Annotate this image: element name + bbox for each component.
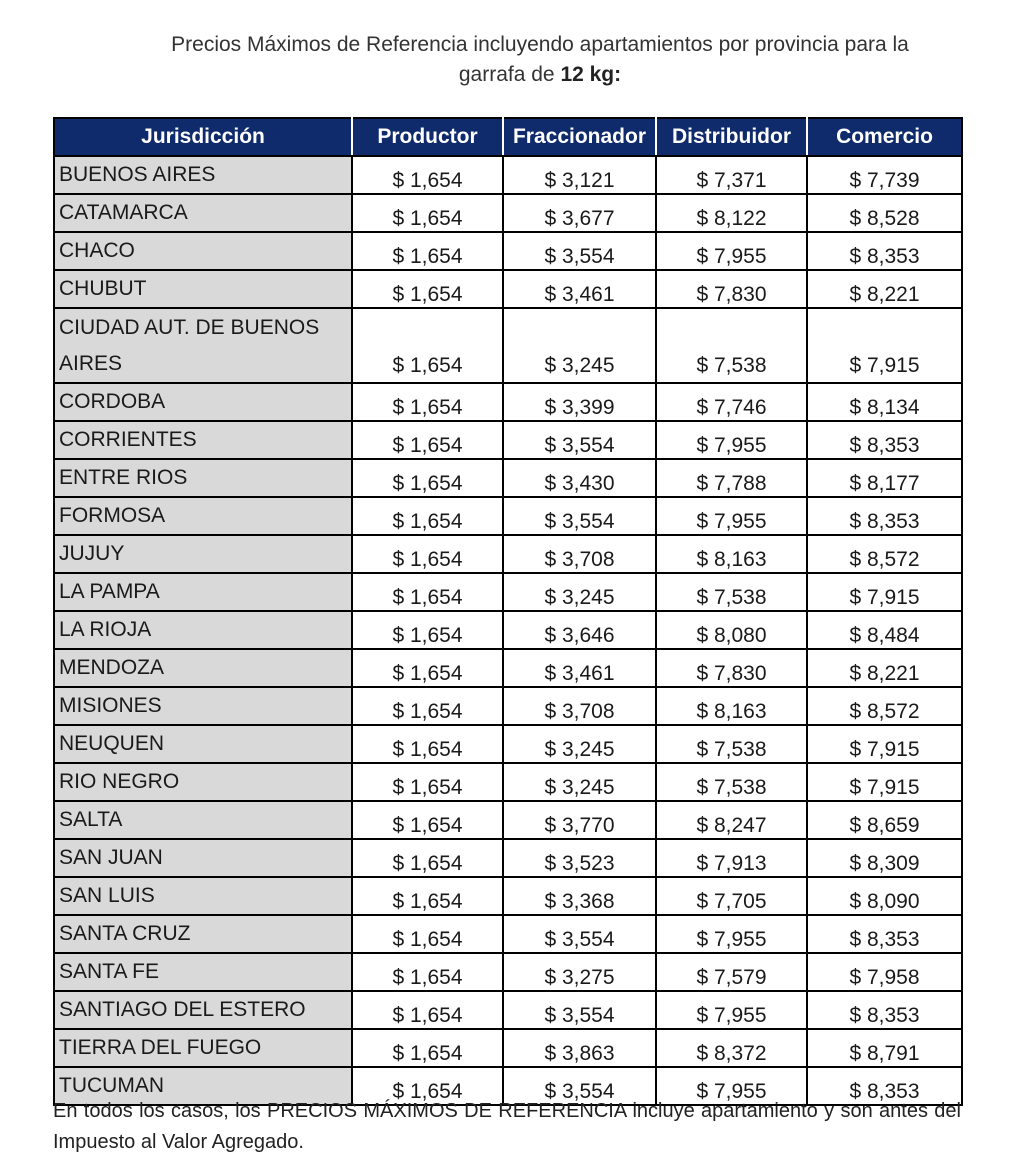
cell-fraccionador: $ 3,121 — [503, 156, 656, 194]
cell-jurisdiccion: BUENOS AIRES — [54, 156, 352, 194]
cell-productor: $ 1,654 — [352, 573, 503, 611]
cell-jurisdiccion: CORDOBA — [54, 383, 352, 421]
table-row — [54, 156, 962, 194]
cell-fraccionador: $ 3,430 — [503, 459, 656, 497]
cell-distribuidor: $ 7,705 — [656, 877, 807, 915]
cell-distribuidor: $ 7,538 — [656, 763, 807, 801]
cell-distribuidor: $ 7,579 — [656, 953, 807, 991]
cell-distribuidor: $ 7,955 — [656, 497, 807, 535]
cell-jurisdiccion: TIERRA DEL FUEGO — [54, 1029, 352, 1067]
cell-fraccionador: $ 3,677 — [503, 194, 656, 232]
cell-comercio: $ 8,221 — [807, 270, 962, 308]
table-row — [54, 687, 962, 725]
cell-productor: $ 1,654 — [352, 535, 503, 573]
cell-productor: $ 1,654 — [352, 991, 503, 1029]
cell-comercio: $ 8,134 — [807, 383, 962, 421]
header-fraccionador: Fraccionador — [503, 118, 656, 156]
cell-productor: $ 1,654 — [352, 308, 503, 383]
table-row — [54, 877, 962, 915]
cell-comercio: $ 7,915 — [807, 763, 962, 801]
cell-distribuidor: $ 7,955 — [656, 1067, 807, 1105]
cell-distribuidor: $ 7,746 — [656, 383, 807, 421]
cell-productor: $ 1,654 — [352, 156, 503, 194]
cell-distribuidor: $ 7,913 — [656, 839, 807, 877]
cell-fraccionador: $ 3,245 — [503, 573, 656, 611]
cell-fraccionador: $ 3,554 — [503, 991, 656, 1029]
cell-comercio: $ 7,739 — [807, 156, 962, 194]
cell-jurisdiccion: SAN LUIS — [54, 877, 352, 915]
cell-fraccionador: $ 3,399 — [503, 383, 656, 421]
header-distribuidor: Distribuidor — [656, 118, 807, 156]
table-row — [54, 421, 962, 459]
table-row — [54, 270, 962, 308]
page-title — [120, 30, 960, 90]
cell-comercio: $ 8,353 — [807, 421, 962, 459]
cell-comercio: $ 8,353 — [807, 1067, 962, 1105]
cell-jurisdiccion: LA RIOJA — [54, 611, 352, 649]
cell-distribuidor: $ 8,163 — [656, 535, 807, 573]
table-row — [54, 1029, 962, 1067]
title-line-1: Precios Máximos de Referencia incluyendo apartamientos por provincia para la — [171, 33, 909, 56]
cell-comercio: $ 8,221 — [807, 649, 962, 687]
cell-comercio: $ 7,915 — [807, 725, 962, 763]
header-comercio: Comercio — [807, 118, 962, 156]
cell-fraccionador: $ 3,245 — [503, 308, 656, 383]
table-row — [54, 649, 962, 687]
cell-productor: $ 1,654 — [352, 649, 503, 687]
cell-comercio: $ 8,353 — [807, 991, 962, 1029]
cell-comercio: $ 8,353 — [807, 497, 962, 535]
table-row — [54, 611, 962, 649]
cell-jurisdiccion: SALTA — [54, 801, 352, 839]
table-row — [54, 725, 962, 763]
table-row — [54, 459, 962, 497]
cell-fraccionador: $ 3,554 — [503, 1067, 656, 1105]
table-header-row — [54, 118, 962, 156]
cell-fraccionador: $ 3,461 — [503, 270, 656, 308]
table-row — [54, 915, 962, 953]
cell-productor: $ 1,654 — [352, 687, 503, 725]
header-productor: Productor — [352, 118, 503, 156]
cell-distribuidor: $ 8,372 — [656, 1029, 807, 1067]
table-row — [54, 839, 962, 877]
cell-fraccionador: $ 3,461 — [503, 649, 656, 687]
table-row — [54, 194, 962, 232]
cell-jurisdiccion: SANTA CRUZ — [54, 915, 352, 953]
cell-jurisdiccion: SAN JUAN — [54, 839, 352, 877]
cell-jurisdiccion: RIO NEGRO — [54, 763, 352, 801]
cell-distribuidor: $ 8,080 — [656, 611, 807, 649]
cell-fraccionador: $ 3,646 — [503, 611, 656, 649]
cell-distribuidor: $ 8,122 — [656, 194, 807, 232]
cell-jurisdiccion: TUCUMAN — [54, 1067, 352, 1105]
cell-comercio: $ 8,309 — [807, 839, 962, 877]
cell-comercio: $ 8,572 — [807, 535, 962, 573]
title-line-2-bold: 12 kg: — [560, 63, 622, 86]
cell-productor: $ 1,654 — [352, 801, 503, 839]
cell-productor: $ 1,654 — [352, 953, 503, 991]
cell-distribuidor: $ 8,247 — [656, 801, 807, 839]
cell-distribuidor: $ 7,538 — [656, 573, 807, 611]
cell-productor: $ 1,654 — [352, 611, 503, 649]
cell-fraccionador: $ 3,523 — [503, 839, 656, 877]
cell-productor: $ 1,654 — [352, 725, 503, 763]
table-row — [54, 801, 962, 839]
cell-fraccionador: $ 3,708 — [503, 687, 656, 725]
title-line-2-prefix: garrafa de — [458, 63, 561, 86]
table-row — [54, 232, 962, 270]
cell-fraccionador: $ 3,275 — [503, 953, 656, 991]
cell-fraccionador: $ 3,245 — [503, 725, 656, 763]
cell-comercio: $ 7,958 — [807, 953, 962, 991]
cell-jurisdiccion: CHUBUT — [54, 270, 352, 308]
cell-comercio: $ 8,484 — [807, 611, 962, 649]
cell-fraccionador: $ 3,554 — [503, 421, 656, 459]
cell-jurisdiccion: LA PAMPA — [54, 573, 352, 611]
header-jurisdiccion: Jurisdicción — [54, 118, 352, 156]
cell-distribuidor: $ 7,371 — [656, 156, 807, 194]
cell-comercio: $ 7,915 — [807, 573, 962, 611]
cell-comercio: $ 8,572 — [807, 687, 962, 725]
cell-comercio: $ 8,090 — [807, 877, 962, 915]
cell-fraccionador: $ 3,708 — [503, 535, 656, 573]
table-row — [54, 308, 962, 383]
cell-jurisdiccion: CATAMARCA — [54, 194, 352, 232]
cell-distribuidor: $ 7,955 — [656, 421, 807, 459]
cell-productor: $ 1,654 — [352, 497, 503, 535]
cell-jurisdiccion: JUJUY — [54, 535, 352, 573]
cell-fraccionador: $ 3,863 — [503, 1029, 656, 1067]
table-body — [54, 156, 962, 1105]
cell-productor: $ 1,654 — [352, 1067, 503, 1105]
cell-comercio: $ 8,353 — [807, 915, 962, 953]
cell-jurisdiccion: CORRIENTES — [54, 421, 352, 459]
cell-distribuidor: $ 7,955 — [656, 991, 807, 1029]
cell-comercio: $ 8,791 — [807, 1029, 962, 1067]
cell-jurisdiccion: SANTIAGO DEL ESTERO — [54, 991, 352, 1029]
cell-jurisdiccion: NEUQUEN — [54, 725, 352, 763]
cell-productor: $ 1,654 — [352, 877, 503, 915]
cell-distribuidor: $ 7,538 — [656, 308, 807, 383]
cell-distribuidor: $ 7,955 — [656, 232, 807, 270]
table-row — [54, 763, 962, 801]
cell-productor: $ 1,654 — [352, 232, 503, 270]
cell-jurisdiccion: SANTA FE — [54, 953, 352, 991]
cell-distribuidor: $ 7,830 — [656, 270, 807, 308]
cell-productor: $ 1,654 — [352, 459, 503, 497]
cell-comercio: $ 8,353 — [807, 232, 962, 270]
cell-comercio: $ 8,177 — [807, 459, 962, 497]
cell-fraccionador: $ 3,554 — [503, 497, 656, 535]
cell-productor: $ 1,654 — [352, 383, 503, 421]
cell-productor: $ 1,654 — [352, 763, 503, 801]
cell-fraccionador: $ 3,245 — [503, 763, 656, 801]
cell-jurisdiccion: FORMOSA — [54, 497, 352, 535]
cell-productor: $ 1,654 — [352, 915, 503, 953]
table-row — [54, 497, 962, 535]
cell-fraccionador: $ 3,368 — [503, 877, 656, 915]
cell-comercio: $ 8,659 — [807, 801, 962, 839]
price-table — [53, 117, 963, 1106]
footer-note: En todos los casos, los PRECIOS MÁXIMOS DE REFERENCIA incluye apartamiento y son antes del Impuesto al Valor Agregado. — [53, 1100, 961, 1153]
table-row — [54, 573, 962, 611]
cell-distribuidor: $ 7,538 — [656, 725, 807, 763]
cell-fraccionador: $ 3,554 — [503, 915, 656, 953]
cell-productor: $ 1,654 — [352, 194, 503, 232]
table-row — [54, 953, 962, 991]
table-row — [54, 991, 962, 1029]
cell-productor: $ 1,654 — [352, 1029, 503, 1067]
cell-productor: $ 1,654 — [352, 839, 503, 877]
cell-comercio: $ 7,915 — [807, 308, 962, 383]
cell-comercio: $ 8,528 — [807, 194, 962, 232]
cell-distribuidor: $ 8,163 — [656, 687, 807, 725]
cell-fraccionador: $ 3,554 — [503, 232, 656, 270]
cell-distribuidor: $ 7,955 — [656, 915, 807, 953]
title-line-2 — [120, 60, 960, 90]
cell-distribuidor: $ 7,830 — [656, 649, 807, 687]
cell-fraccionador: $ 3,770 — [503, 801, 656, 839]
cell-jurisdiccion: CHACO — [54, 232, 352, 270]
cell-productor: $ 1,654 — [352, 421, 503, 459]
cell-jurisdiccion: MISIONES — [54, 687, 352, 725]
cell-productor: $ 1,654 — [352, 270, 503, 308]
cell-distribuidor: $ 7,788 — [656, 459, 807, 497]
cell-jurisdiccion: MENDOZA — [54, 649, 352, 687]
cell-jurisdiccion: ENTRE RIOS — [54, 459, 352, 497]
cell-jurisdiccion: CIUDAD AUT. DE BUENOS AIRES — [54, 308, 352, 383]
table-row — [54, 383, 962, 421]
table-row — [54, 535, 962, 573]
